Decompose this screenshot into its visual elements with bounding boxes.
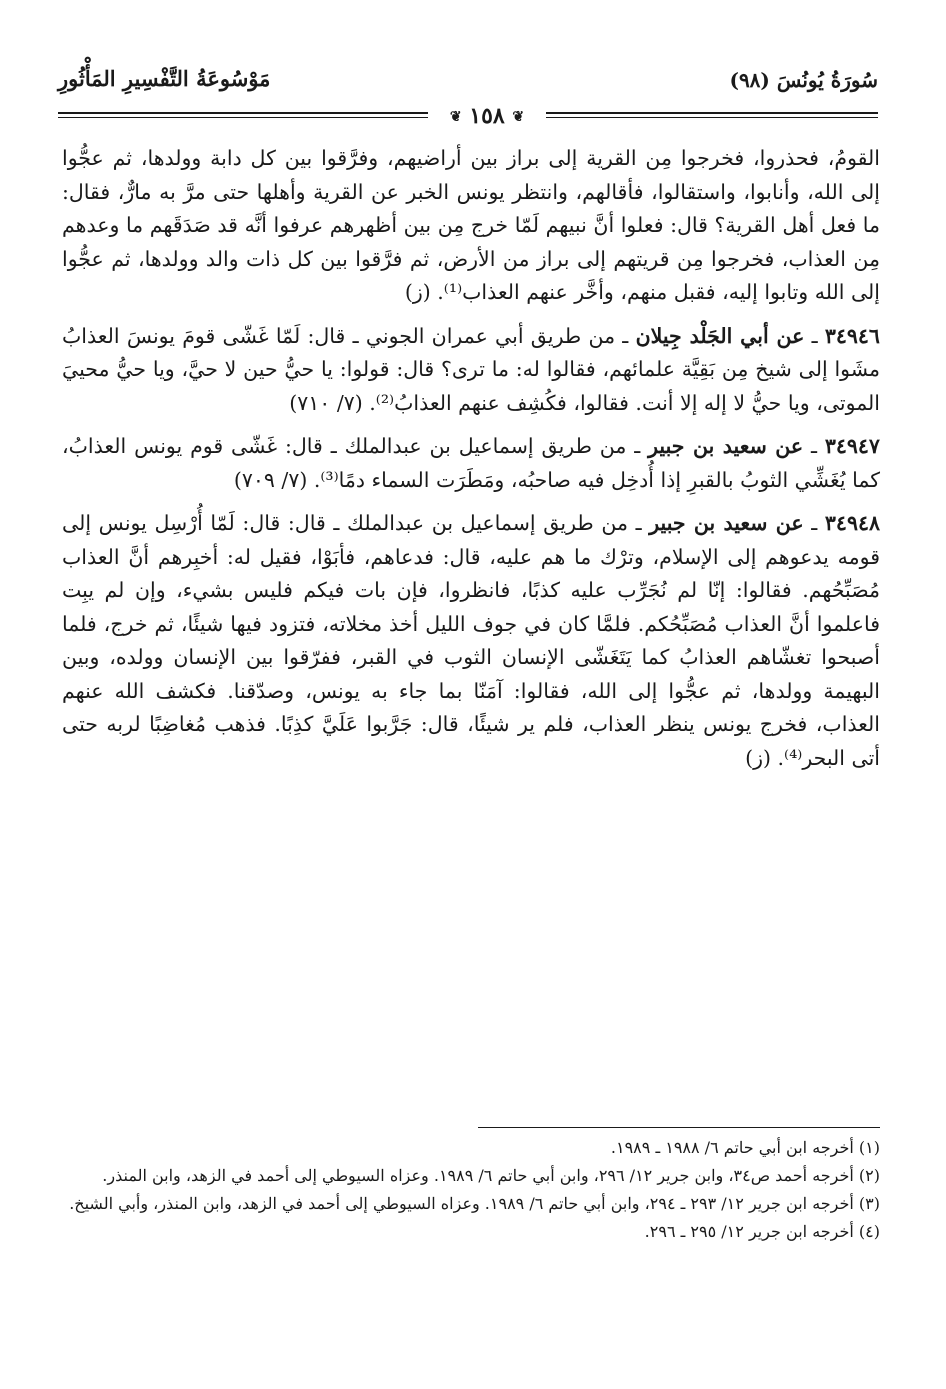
intro-paragraph: القومُ، فحذروا، فخرجوا مِن القرية إلى براز بين أراضيهم، وفرَّقوا بين كل دابة وولدها، ثم عجُّوا إلى الله، وأنابوا، واستقالوا، فأقالهم، وانتظر يونس الخبر عن القرية وأهلها حتى مرَّ به مارٌّ، فقال: ما فعل أهل القرية؟ قال: فعلوا أنَّ نبيهم لَمّا خرج مِن بين أظهرهم عرفوا أنَّه قد صَدَقَهم ما وعدهم مِن العذاب، فخرجوا مِن قريتهم إلى براز من الأرض، ثم فرَّقوا بين كل ذات والد وولدها، ثم عجُّوا إلى الله وتابوا إليه، فقبل منهم، وأخَّر عنهم العذاب⁽¹⁾. (ز): [62, 146, 880, 304]
book-title: مَوْسُوعَةُ التَّفْسِيرِ المَأْثُورِ: [58, 66, 271, 91]
footnote-1: (١) أخرجه ابن أبي حاتم ٦/ ١٩٨٨ ـ ١٩٨٩.: [610, 1138, 880, 1157]
footnote-3: (٣) أخرجه ابن جرير ١٢/ ٢٩٣ ـ ٢٩٤، وابن أبي حاتم ٦/ ١٩٨٩. وعزاه السيوطي إلى أحمد في الزهد، وابن المنذر، وأبي الشيخ.: [69, 1194, 880, 1213]
ornament-icon: ❦: [512, 109, 525, 125]
entry-dash: ـ: [811, 511, 818, 535]
footnote-rule: [478, 1127, 880, 1128]
entry-number: ٣٤٩٤٦: [824, 323, 880, 348]
footnote-2: (٢) أخرجه أحمد ص٣٤، وابن جرير ١٢/ ٢٩٦، وابن أبي حاتم ٦/ ١٩٨٩. وعزاه السيوطي إلى أحمد في الزهد، وابن المنذر.: [102, 1166, 880, 1185]
entry-dash: ـ: [811, 323, 818, 348]
entry-text: ـ من طريق إسماعيل بن عبدالملك ـ قال: غَشّى قوم يونس العذابُ، كما يُغَشِّي الثوبُ بالقبرِ إذا أُدخِل فيه صاحبُه، ومَطَرَت السماء دمًا⁽³⁾. (٧/ ٧٠٩): [62, 434, 880, 492]
entry-34948: [62, 507, 880, 775]
entry-34947: [62, 430, 880, 497]
entry-narrator: عن سعيد بن جبير: [648, 434, 804, 458]
page-number-box: [428, 104, 546, 128]
entry-number: ٣٤٩٤٨: [824, 511, 880, 535]
entry-narrator: عن أبي الجَلْد جِيلان: [635, 323, 805, 348]
running-header: [58, 62, 878, 129]
main-text: [62, 142, 880, 785]
entry-dash: ـ: [811, 434, 818, 458]
entry-number: ٣٤٩٤٧: [824, 434, 880, 458]
entry-text: ـ من طريق أبي عمران الجوني ـ قال: لَمّا غَشّى قومَ يونسَ العذابُ مشَوا إلى شيخ مِن بَقِيَّة علمائهم، فقالوا له: ما ترى؟ قال: قولوا: يا حيُّ حين لا حيَّ، ويا حيُّ محييَ الموتى، ويا حيُّ لا إله إلا أنت. فقالوا، فكُشِف عنهم العذابُ⁽²⁾. (٧/ ٧١٠): [62, 323, 880, 415]
footnotes: [62, 1135, 880, 1247]
entry-text: ـ من طريق إسماعيل بن عبدالملك ـ قال: قال: لَمّا أُرْسِل يونس إلى قومه يدعوهم إلى الإسلام، وترْك ما هم عليه، قال: فدعاهم، فأبَوْا، فقيل له: أخبِرهم أنَّ العذاب مُصَبِّحُهم. فقالوا: إنّا لم نُجَرِّب عليه كذبًا، فانظروا، فإن بات فيكم فليس بشيء، وإن لم يبِت فاعلموا أنَّ العذاب مُصَبِّحُكم. فلمَّا كان في جوف الليل أخذ مخلاته، فتزود فيها شيئًا، ثم خرج، فلما أصبحوا تغشّاهم العذابُ كما يَتَغَشّى الإنسان الثوب في القبر، ففرّقوا بين الإنسان وولده، وبين البهيمة وولدها، ثم عجُّوا إلى الله، فقالوا: آمَنّا بما جاء به يونس، وصدّقنا. فكشف الله عنهم العذاب، فخرج يونس ينظر العذاب، فلم ير شيئًا، قال: جَرَّبوا عَلَيَّ كذِبًا. فذهب مُغاضِبًا لربه حتى أتى البحر⁽⁴⁾. (ز): [62, 511, 880, 770]
entry-narrator: عن سعيد بن جبير: [649, 511, 804, 535]
entry-34946: [62, 320, 880, 421]
ornament-icon: ❦: [449, 109, 462, 125]
page-number: ١٥٨: [469, 103, 505, 129]
footnote-4: (٤) أخرجه ابن جرير ١٢/ ٢٩٥ ـ ٢٩٦.: [644, 1222, 880, 1241]
surah-title: سُورَةُ يُونُسَ (٩٨): [729, 68, 878, 92]
